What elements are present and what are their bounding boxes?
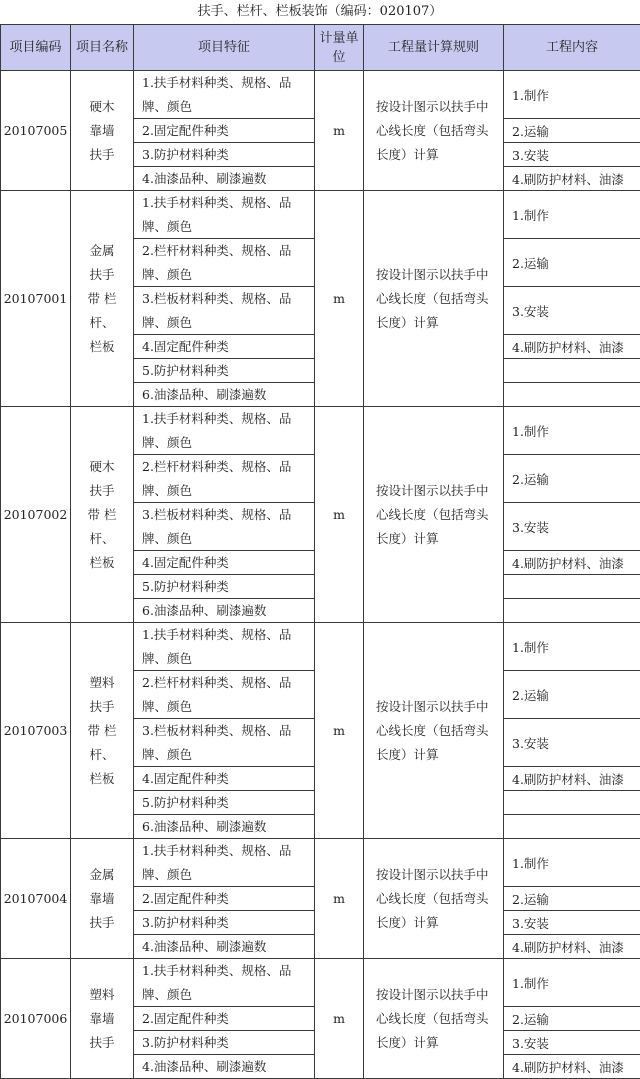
content-cell: 4.刷防护材料、油漆: [504, 335, 640, 359]
content-cell: 4.刷防护材料、油漆: [504, 167, 640, 191]
feature-cell: 3.防护材料种类: [134, 911, 315, 935]
content-empty-cell: [504, 575, 640, 599]
feature-cell: 2.栏杆材料种类、规格、品牌、颜色: [134, 455, 315, 503]
content-cell: 1.制作: [504, 623, 640, 671]
item-name: 塑料扶手带 栏杆、栏板: [71, 623, 134, 839]
content-empty-cell: [504, 383, 640, 407]
feature-cell: 1.扶手材料种类、规格、品牌、颜色: [134, 839, 315, 887]
content-cell: 2.运输: [504, 119, 640, 143]
header-content: 工程内容: [504, 25, 640, 71]
content-cell: 4.刷防护材料、油漆: [504, 935, 640, 959]
item-name: 硬木靠墙扶手: [71, 71, 134, 191]
item-code: 20107003: [1, 623, 71, 839]
content-cell: 2.运输: [504, 455, 640, 503]
feature-cell: 3.防护材料种类: [134, 143, 315, 167]
feature-cell: 6.油漆品种、刷漆遍数: [134, 599, 315, 623]
unit-cell: m: [315, 839, 364, 959]
feature-cell: 3.栏板材料种类、规格、品牌、颜色: [134, 503, 315, 551]
feature-cell: 1.扶手材料种类、规格、品牌、颜色: [134, 71, 315, 119]
content-cell: 3.安装: [504, 719, 640, 767]
feature-cell: 1.扶手材料种类、规格、品牌、颜色: [134, 959, 315, 1007]
feature-cell: 6.油漆品种、刷漆遍数: [134, 815, 315, 839]
content-empty-cell: [504, 815, 640, 839]
rule-cell: 按设计图示以扶手中心线长度（包括弯头长度）计算: [364, 623, 504, 839]
feature-cell: 5.防护材料种类: [134, 575, 315, 599]
content-cell: 4.刷防护材料、油漆: [504, 1055, 640, 1079]
unit-cell: m: [315, 623, 364, 839]
feature-cell: 4.固定配件种类: [134, 767, 315, 791]
header-code: 项目编码: [1, 25, 71, 71]
content-cell: 1.制作: [504, 71, 640, 119]
item-name: 金属扶手带 栏杆、栏板: [71, 191, 134, 407]
item-name: 塑料靠墙扶手: [71, 959, 134, 1079]
table-title: 扶手、栏杆、栏板装饰（编码：020107）: [0, 0, 640, 24]
content-cell: 3.安装: [504, 287, 640, 335]
content-cell: 2.运输: [504, 887, 640, 911]
feature-cell: 6.油漆品种、刷漆遍数: [134, 383, 315, 407]
feature-cell: 4.油漆品种、刷漆遍数: [134, 1055, 315, 1079]
content-empty-cell: [504, 359, 640, 383]
feature-cell: 2.栏杆材料种类、规格、品牌、颜色: [134, 671, 315, 719]
item-name: 硬木扶手带 栏杆、栏板: [71, 407, 134, 623]
content-cell: 2.运输: [504, 671, 640, 719]
content-empty-cell: [504, 599, 640, 623]
feature-cell: 2.固定配件种类: [134, 887, 315, 911]
unit-cell: m: [315, 191, 364, 407]
item-code: 20107005: [1, 71, 71, 191]
feature-cell: 3.栏板材料种类、规格、品牌、颜色: [134, 287, 315, 335]
header-feature: 项目特征: [134, 25, 315, 71]
spec-table: [0, 24, 640, 1079]
header-row: [1, 25, 640, 71]
feature-cell: 2.栏杆材料种类、规格、品牌、颜色: [134, 239, 315, 287]
item-name: 金属靠墙扶手: [71, 839, 134, 959]
item-code: 20107002: [1, 407, 71, 623]
rule-cell: 按设计图示以扶手中心线长度（包括弯头长度）计算: [364, 71, 504, 191]
feature-cell: 1.扶手材料种类、规格、品牌、颜色: [134, 623, 315, 671]
item-code: 20107001: [1, 191, 71, 407]
content-cell: 2.运输: [504, 239, 640, 287]
content-cell: 3.安装: [504, 503, 640, 551]
feature-cell: 3.栏板材料种类、规格、品牌、颜色: [134, 719, 315, 767]
feature-cell: 4.油漆品种、刷漆遍数: [134, 935, 315, 959]
header-rule: 工程量计算规则: [364, 25, 504, 71]
feature-cell: 1.扶手材料种类、规格、品牌、颜色: [134, 407, 315, 455]
item-code: 20107006: [1, 959, 71, 1079]
header-name: 项目名称: [71, 25, 134, 71]
feature-cell: 1.扶手材料种类、规格、品牌、颜色: [134, 191, 315, 239]
feature-cell: 5.防护材料种类: [134, 359, 315, 383]
content-cell: 1.制作: [504, 407, 640, 455]
feature-cell: 3.防护材料种类: [134, 1031, 315, 1055]
unit-cell: m: [315, 959, 364, 1079]
content-cell: 4.刷防护材料、油漆: [504, 551, 640, 575]
unit-cell: m: [315, 71, 364, 191]
content-cell: 1.制作: [504, 959, 640, 1007]
feature-cell: 4.固定配件种类: [134, 551, 315, 575]
content-cell: 3.安装: [504, 911, 640, 935]
content-cell: 1.制作: [504, 191, 640, 239]
rule-cell: 按设计图示以扶手中心线长度（包括弯头长度）计算: [364, 407, 504, 623]
header-unit: 计量单位: [315, 25, 364, 71]
unit-cell: m: [315, 407, 364, 623]
feature-cell: 5.防护材料种类: [134, 791, 315, 815]
feature-cell: 4.固定配件种类: [134, 335, 315, 359]
content-cell: 3.安装: [504, 143, 640, 167]
rule-cell: 按设计图示以扶手中心线长度（包括弯头长度）计算: [364, 191, 504, 407]
rule-cell: 按设计图示以扶手中心线长度（包括弯头长度）计算: [364, 839, 504, 959]
item-code: 20107004: [1, 839, 71, 959]
feature-cell: 4.油漆品种、刷漆遍数: [134, 167, 315, 191]
feature-cell: 2.固定配件种类: [134, 1007, 315, 1031]
content-cell: 3.安装: [504, 1031, 640, 1055]
rule-cell: 按设计图示以扶手中心线长度（包括弯头长度）计算: [364, 959, 504, 1079]
content-cell: 1.制作: [504, 839, 640, 887]
feature-cell: 2.固定配件种类: [134, 119, 315, 143]
content-cell: 4.刷防护材料、油漆: [504, 767, 640, 791]
content-empty-cell: [504, 791, 640, 815]
content-cell: 2.运输: [504, 1007, 640, 1031]
